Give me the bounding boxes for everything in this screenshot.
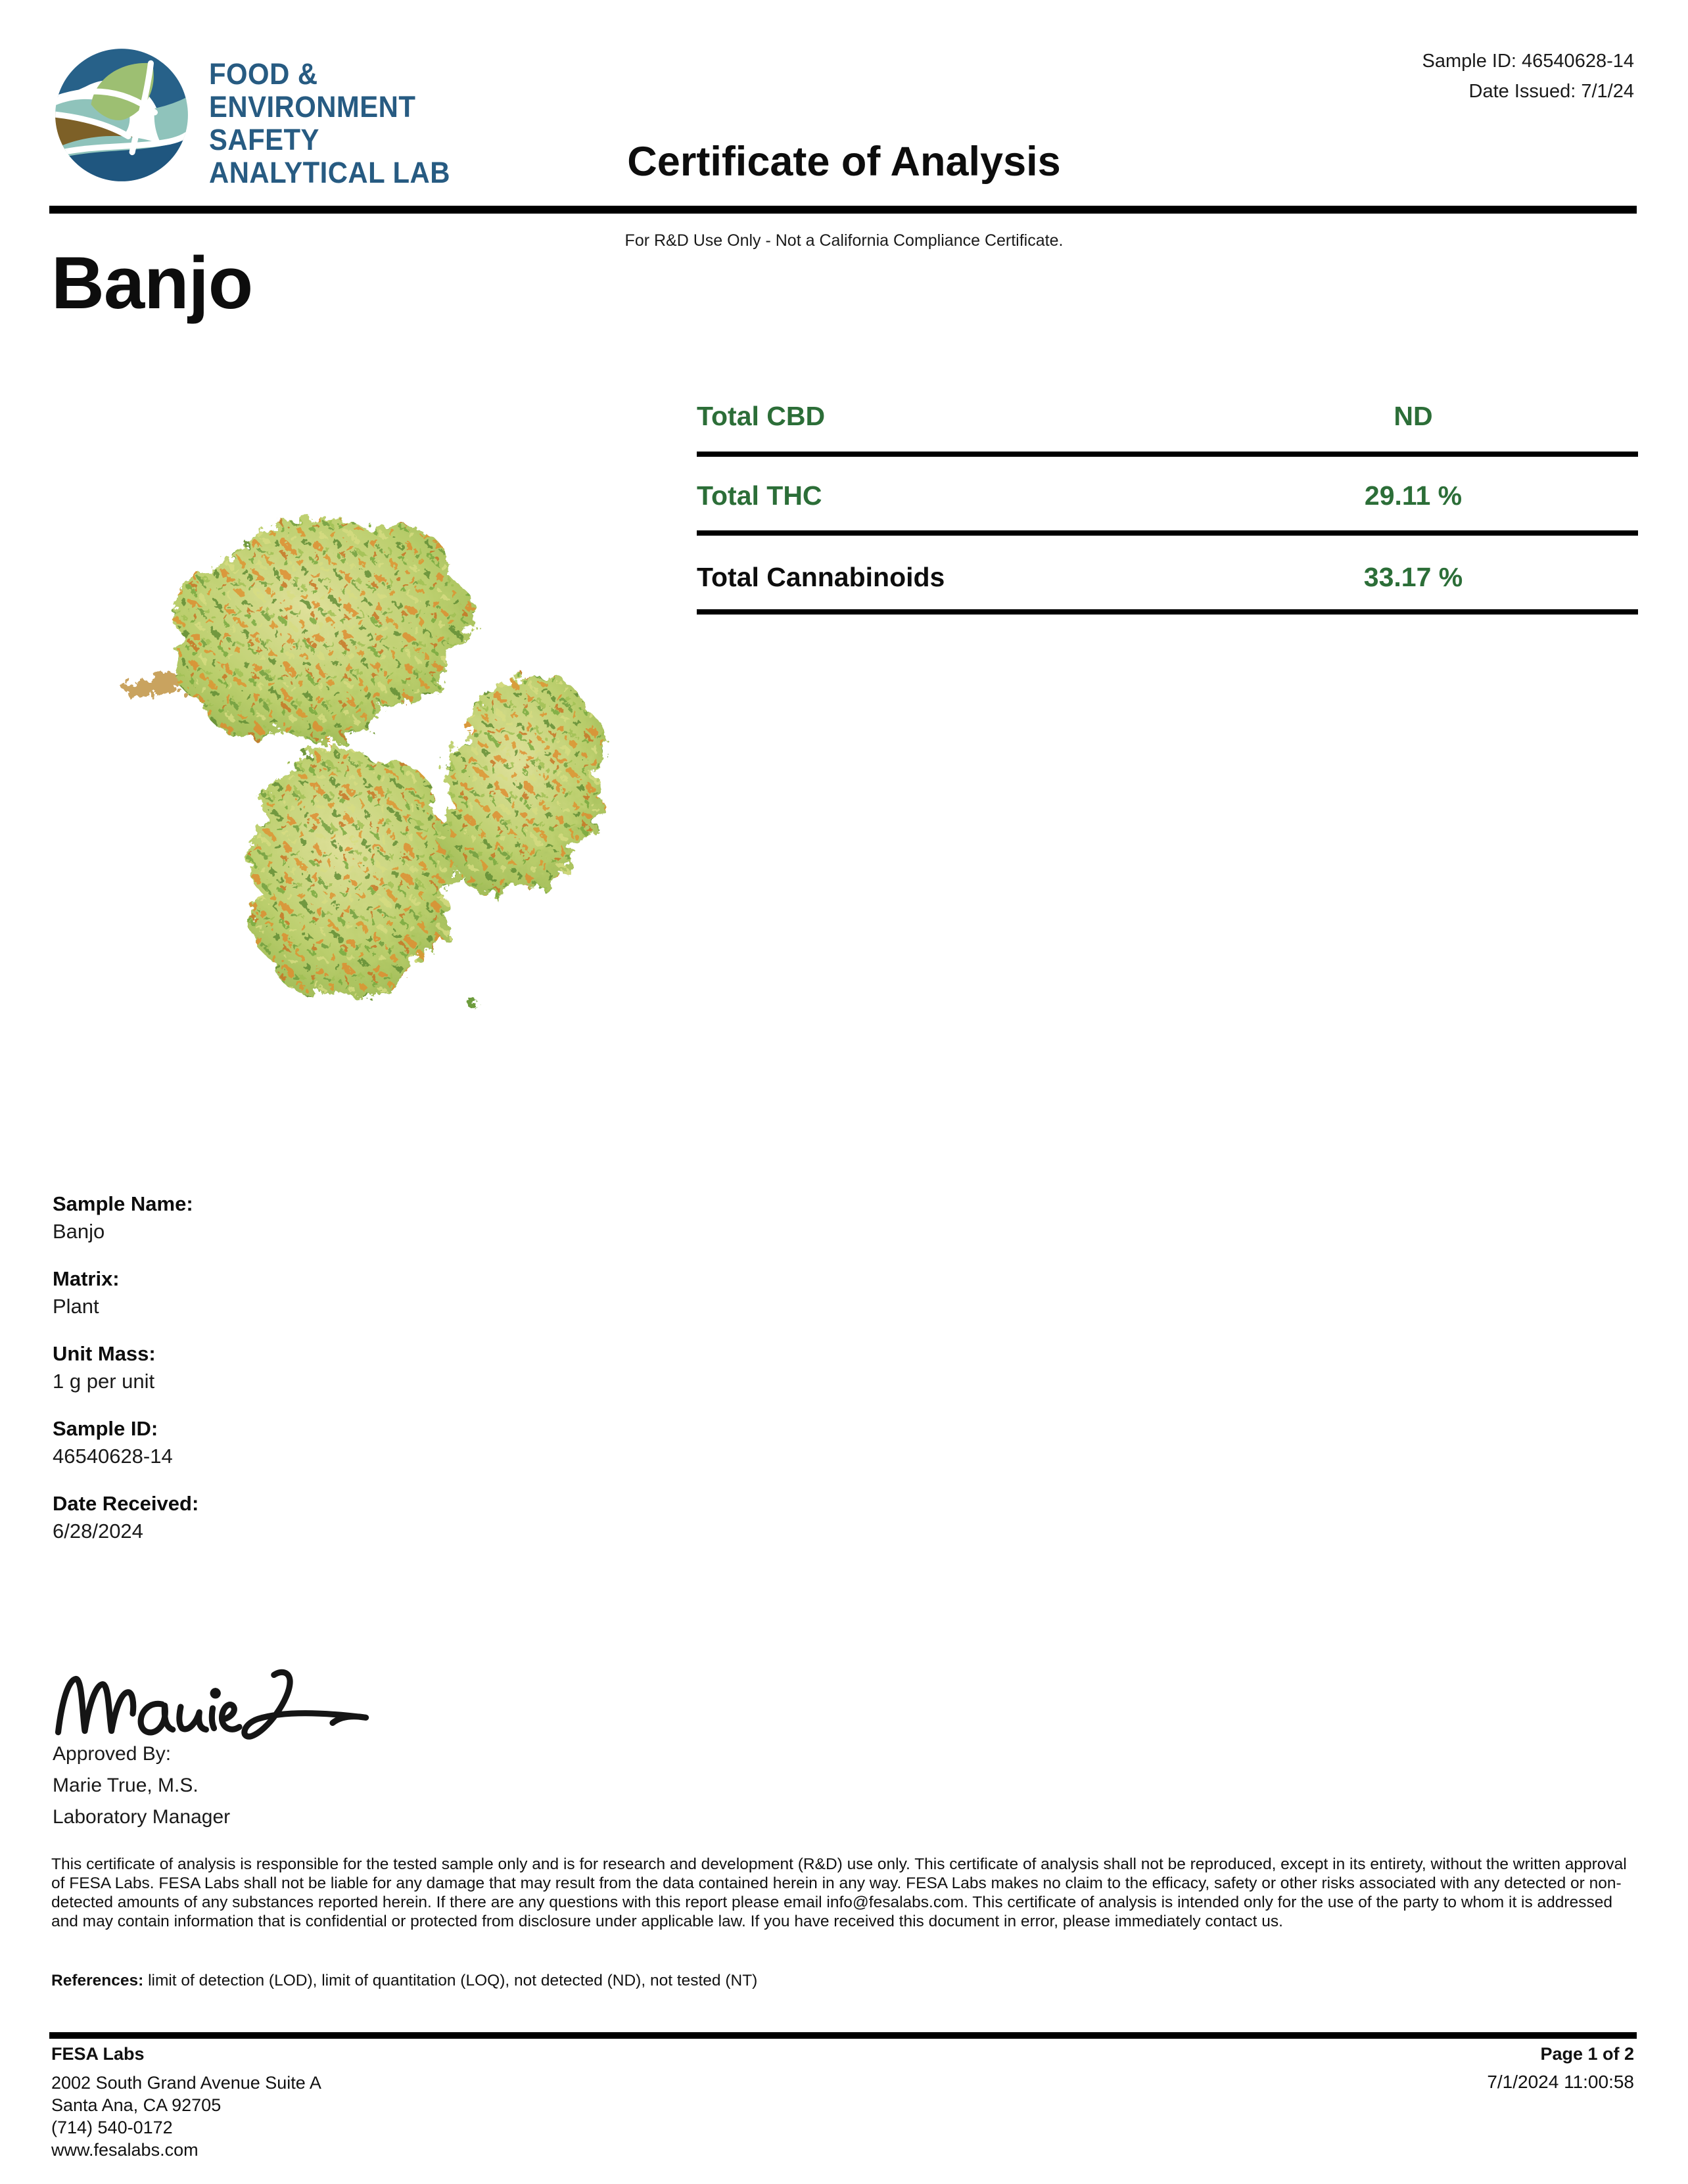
footer-lab-name: FESA Labs <box>51 2044 145 2064</box>
approver-title: Laboratory Manager <box>53 1806 231 1828</box>
detail-label: Date Received: <box>53 1492 199 1515</box>
detail-matrix <box>53 1266 199 1320</box>
detail-label: Sample Name: <box>53 1192 193 1215</box>
references-line <box>51 1972 1639 1990</box>
detail-date-received <box>53 1491 199 1545</box>
row-divider <box>697 452 1638 457</box>
date-issued-line: Date Issued: 7/1/24 <box>1468 81 1634 102</box>
total-cbd-label: Total CBD <box>697 401 826 431</box>
print-datetime: 7/1/2024 11:00:58 <box>1487 2072 1634 2092</box>
row-divider <box>697 609 1638 615</box>
total-thc-value: 29.11 % <box>1364 480 1463 511</box>
total-thc-label: Total THC <box>697 480 822 511</box>
footer-divider <box>49 2032 1637 2039</box>
detail-label: Sample ID: <box>53 1417 158 1440</box>
page-title: Certificate of Analysis <box>627 139 1061 185</box>
detail-label: Unit Mass: <box>53 1342 156 1365</box>
detail-value: 6/28/2024 <box>53 1520 143 1543</box>
website-link[interactable]: www.fesalabs.com <box>51 2140 199 2160</box>
detail-value: Plant <box>53 1295 99 1318</box>
address-line: Santa Ana, CA 92705 <box>51 2095 222 2115</box>
address-line: (714) 540-0172 <box>51 2118 173 2137</box>
logo-line-2: ENVIRONMENT <box>209 90 416 124</box>
page-number: Page 1 of 2 <box>1540 2044 1634 2064</box>
total-cannabinoids-value: 33.17 % <box>1363 562 1463 592</box>
approver-name: Marie True, M.S. <box>53 1775 199 1796</box>
address-line: 2002 South Grand Avenue Suite A <box>51 2073 321 2093</box>
header-meta <box>1422 46 1634 106</box>
product-name: Banjo <box>51 242 253 324</box>
product-photo <box>85 467 631 1038</box>
approval-block <box>53 1738 230 1833</box>
total-cannabinoids-label: Total Cannabinoids <box>697 562 945 592</box>
approved-by-label: Approved By: <box>53 1743 172 1765</box>
references-text: limit of detection (LOD), limit of quantitation (LOQ), not detected (ND), not tested (NT) <box>143 1972 758 1989</box>
detail-unit-mass <box>53 1341 199 1395</box>
bud-right <box>439 674 607 895</box>
footer-address <box>51 2072 321 2161</box>
bud-lower-center <box>248 746 459 998</box>
logo-line-1: FOOD & <box>209 57 318 91</box>
sample-id-line: Sample ID: 46540628-14 <box>1422 51 1634 72</box>
references-label: References: <box>51 1972 144 1989</box>
detail-value: 1 g per unit <box>53 1370 155 1393</box>
detail-sample-id <box>53 1416 199 1470</box>
disclaimer-text: This certificate of analysis is responsible for the tested sample only and is for research and development (R&D) use only. This certificate of analysis shall not be reproduced, except in its entirety, without the written approval of FESA Labs. FESA Labs shall not be liable for any damage that may result from the data contained herein in any way. FESA Labs makes no claim to the efficacy, safety or other risks associated with any detected or non-detected amounts of any substances reported herein. If there are any questions with this report please email info@fesalabs.com. This certificate of analysis is intended only for the use of the party to whom it is addressed and may contain information that is confidential or protected from disclosure under applicable law. If you have received this document in error, please immediately contact us. <box>51 1855 1627 1930</box>
bud-top-left <box>173 518 474 743</box>
signature-image <box>43 1651 425 1751</box>
detail-sample-name <box>53 1191 199 1245</box>
logo-line-3: SAFETY <box>209 123 319 156</box>
detail-label: Matrix: <box>53 1267 120 1290</box>
header-divider <box>49 206 1637 214</box>
total-cbd-value: ND <box>1394 401 1433 431</box>
logo-line-4: ANALYTICAL LAB <box>209 156 450 189</box>
detail-value: Banjo <box>53 1220 105 1243</box>
sample-details <box>53 1191 199 1566</box>
detail-value: 46540628-14 <box>53 1445 173 1468</box>
row-divider <box>697 530 1638 536</box>
page-subtitle: For R&D Use Only - Not a California Compliance Certificate. <box>624 231 1064 250</box>
